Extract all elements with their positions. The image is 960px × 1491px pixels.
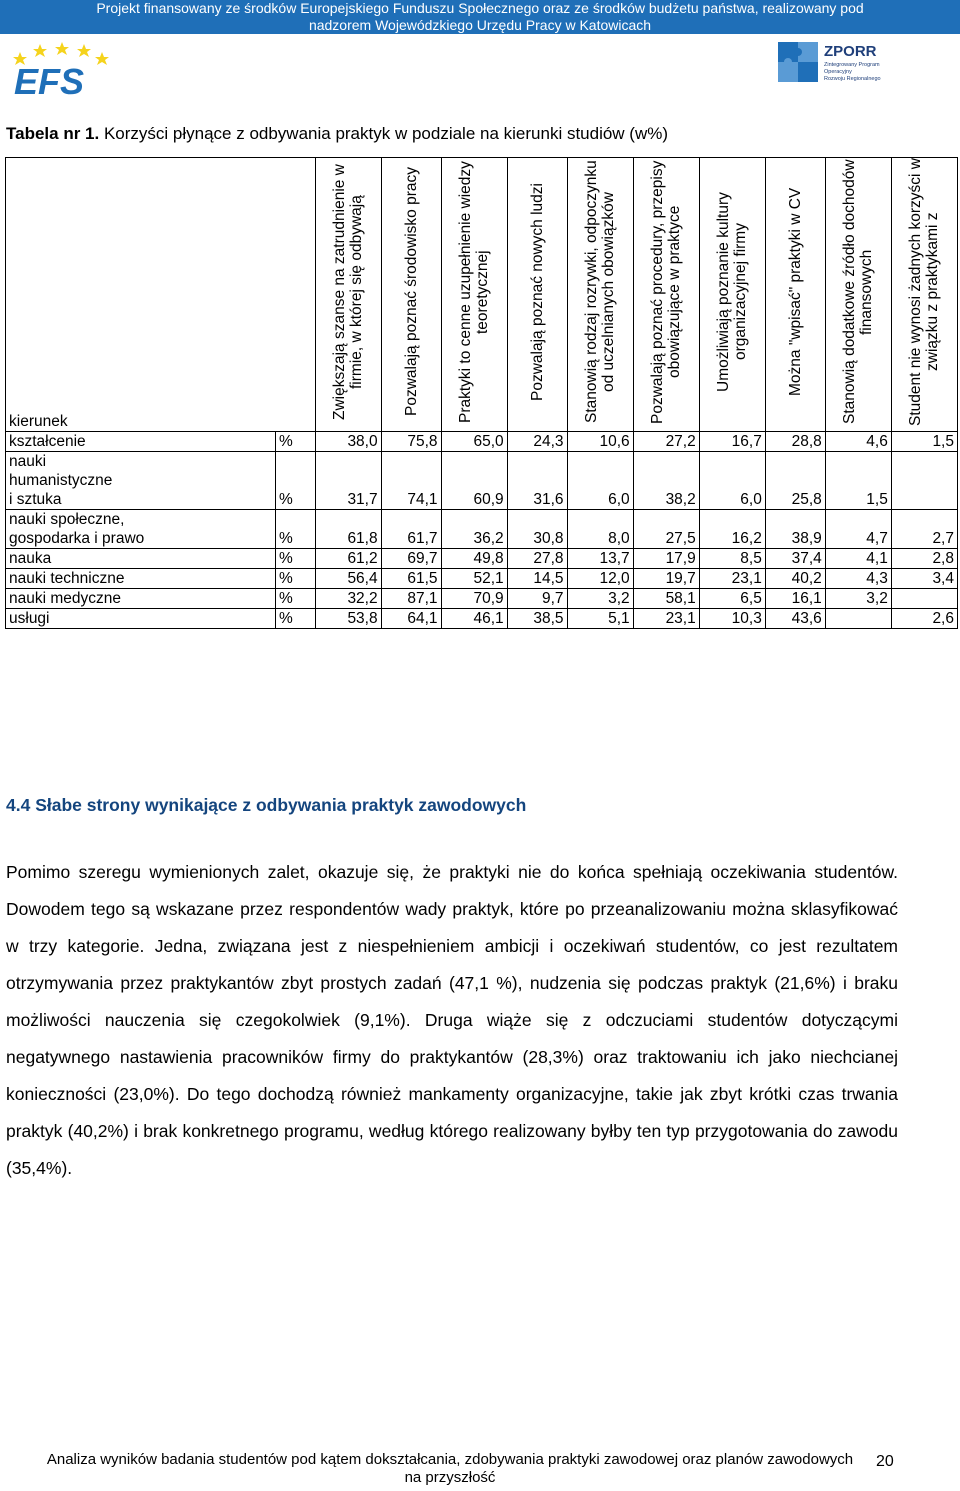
column-header: [699, 158, 765, 432]
table-cell: [891, 452, 957, 510]
efs-logo-text: EFS: [14, 61, 85, 98]
project-header: [0, 0, 960, 34]
efs-logo: [10, 38, 120, 98]
table-cell: 30,8: [507, 510, 567, 549]
footer-text: Analiza wyników badania studentów pod kątem dokształcania, zdobywania praktyki zawodowej oraz planów zawodowych na przyszłość: [46, 1451, 854, 1486]
table-row: [6, 432, 958, 452]
table-cell: 38,9: [765, 510, 825, 549]
row-unit: %: [276, 569, 315, 589]
table-cell: 40,2: [765, 569, 825, 589]
table-cell: 6,0: [699, 452, 765, 510]
table-cell: 16,2: [699, 510, 765, 549]
section-paragraph: Pomimo szeregu wymienionych zalet, okazuje się, że praktyki nie do końca spełniają oczekiwania studentów. Dowodem tego są wskazane przez respondentów wady praktyk, które po przeanalizowaniu można sklasyfikować w trzy kategorie. Jedna, związana jest z niespełnieniem ambicji i oczekiwań studentów, co jest rezultatem otrzymywania przez praktykantów zbyt prostych zadań (47,1 %), nudzenia się podczas praktyk (21,6%) i braku możliwości nauczenia się czegokolwiek (9,1%). Druga wiąże się z odczuciami studentów dotyczącymi negatywnego nastawienia pracowników firmy do praktykantów (28,3%) oraz traktowaniu ich jako niechcianej konieczności (23,0%). Do tego dochodzą również mankamenty organizacyjne, takie jak zbyt krótki czas trwania praktyk (40,2%) i brak konkretnego programu, według którego realizowany byłby ten typ przygotowania do zawodu (35,4%).: [6, 862, 898, 1178]
zporr-sub-1: Zintegrowany Program: [824, 62, 880, 68]
table-row: [6, 589, 958, 609]
table-cell: 64,1: [381, 609, 441, 629]
table-cell: 8,0: [567, 510, 633, 549]
table-cell: 25,8: [765, 452, 825, 510]
row-unit: %: [276, 432, 315, 452]
table-cell: 5,1: [567, 609, 633, 629]
table-cell: 31,7: [315, 452, 381, 510]
table-cell: 3,4: [891, 569, 957, 589]
column-header: [765, 158, 825, 432]
table-row: [6, 510, 958, 549]
row-unit: %: [276, 549, 315, 569]
row-unit: %: [276, 510, 315, 549]
column-header: [507, 158, 567, 432]
table-cell: [825, 609, 891, 629]
table-cell: 2,8: [891, 549, 957, 569]
table-title-text: Korzyści płynące z odbywania praktyk w podziale na kierunki studiów (w%): [99, 124, 669, 143]
table-cell: 27,8: [507, 549, 567, 569]
row-unit: %: [276, 452, 315, 510]
corner-label: kierunek: [6, 158, 316, 432]
row-kierunek: nauka: [6, 549, 276, 569]
column-header-label: Stanowią rodzaj rozrywki, odpoczynku od uczelnianych obowiązków: [583, 160, 618, 424]
table-cell: 4,7: [825, 510, 891, 549]
table-cell: 61,8: [315, 510, 381, 549]
table-cell: 46,1: [441, 609, 507, 629]
table-row: [6, 549, 958, 569]
table-cell: 8,5: [699, 549, 765, 569]
table-cell: 4,3: [825, 569, 891, 589]
table-row: [6, 569, 958, 589]
column-header-label: Student nie wynosi żadnych korzyści w związku z praktykami z: [907, 158, 942, 426]
table-cell: 23,1: [633, 609, 699, 629]
table-cell: 16,7: [699, 432, 765, 452]
column-header-label: Praktyki to cenne uzupełnienie wiedzy teoretycznej: [457, 161, 492, 423]
table-body: [6, 432, 958, 629]
table-cell: 69,7: [381, 549, 441, 569]
row-kierunek: nauki techniczne: [6, 569, 276, 589]
table-cell: 3,2: [567, 589, 633, 609]
table-cell: 49,8: [441, 549, 507, 569]
table-cell: 9,7: [507, 589, 567, 609]
table-cell: [891, 589, 957, 609]
table-cell: 61,5: [381, 569, 441, 589]
zporr-sub-2: Operacyjny: [824, 69, 852, 75]
table-cell: 70,9: [441, 589, 507, 609]
header-line-2: nadzorem Wojewódzkiego Urzędu Pracy w Katowicach: [308, 17, 652, 33]
column-header-label: Umożliwiają poznanie kultury organizacyjnej firmy: [715, 192, 750, 392]
column-header-label: Pozwalają poznać procedury, przepisy obowiązujące w praktyce: [649, 160, 684, 424]
table-cell: 74,1: [381, 452, 441, 510]
column-header-label: Pozwalają poznać nowych ludzi: [528, 183, 546, 401]
row-unit: %: [276, 589, 315, 609]
table-cell: 43,6: [765, 609, 825, 629]
table-cell: 28,8: [765, 432, 825, 452]
table-cell: 37,4: [765, 549, 825, 569]
column-header-label: Można "wpisać" praktyki w CV: [786, 187, 804, 397]
column-header: [567, 158, 633, 432]
table-cell: 31,6: [507, 452, 567, 510]
table-cell: 10,3: [699, 609, 765, 629]
header-line-1: Projekt finansowany ze środków Europejskiego Funduszu Społecznego oraz ze środków budżetu państwa, realizowany pod: [96, 0, 864, 16]
table-cell: 87,1: [381, 589, 441, 609]
table-cell: 36,2: [441, 510, 507, 549]
table-cell: 3,2: [825, 589, 891, 609]
table-cell: 4,6: [825, 432, 891, 452]
table-cell: 61,2: [315, 549, 381, 569]
table-cell: 24,3: [507, 432, 567, 452]
table-cell: 1,5: [891, 432, 957, 452]
row-kierunek: nauki społeczne, gospodarka i prawo: [6, 510, 276, 549]
table-cell: 61,7: [381, 510, 441, 549]
table-cell: 38,5: [507, 609, 567, 629]
table-cell: 65,0: [441, 432, 507, 452]
table-cell: 10,6: [567, 432, 633, 452]
table-cell: 16,1: [765, 589, 825, 609]
table-row: [6, 609, 958, 629]
column-header-label: Stanowią dodatkowe źródło dochodów finansowych: [841, 159, 876, 425]
row-unit: %: [276, 609, 315, 629]
table-cell: 27,2: [633, 432, 699, 452]
zporr-logo: [776, 40, 896, 90]
table-cell: 13,7: [567, 549, 633, 569]
table-cell: 52,1: [441, 569, 507, 589]
table-cell: 17,9: [633, 549, 699, 569]
table-title-number: Tabela nr 1.: [6, 124, 100, 143]
table-cell: 4,1: [825, 549, 891, 569]
column-header: [633, 158, 699, 432]
table-cell: 2,6: [891, 609, 957, 629]
section-heading: 4.4 Słabe strony wynikające z odbywania praktyk zawodowych: [6, 795, 527, 815]
benefits-table: [5, 157, 958, 629]
column-header-label: Zwiększają szanse na zatrudnienie w firmie, w której się odbywają: [331, 164, 366, 420]
table-cell: 27,5: [633, 510, 699, 549]
column-header-label: Pozwalają poznać środowisko pracy: [402, 167, 420, 417]
column-header: [381, 158, 441, 432]
table-cell: 2,7: [891, 510, 957, 549]
table-cell: 6,5: [699, 589, 765, 609]
table-cell: 60,9: [441, 452, 507, 510]
row-kierunek: nauki medyczne: [6, 589, 276, 609]
table-cell: 14,5: [507, 569, 567, 589]
table-cell: 32,2: [315, 589, 381, 609]
table-cell: 12,0: [567, 569, 633, 589]
row-kierunek: kształcenie: [6, 432, 276, 452]
table-cell: 6,0: [567, 452, 633, 510]
column-header: [891, 158, 957, 432]
column-header: [315, 158, 381, 432]
table-cell: 58,1: [633, 589, 699, 609]
column-header: [441, 158, 507, 432]
table-cell: 19,7: [633, 569, 699, 589]
table-cell: 38,0: [315, 432, 381, 452]
table-cell: 23,1: [699, 569, 765, 589]
table-cell: 38,2: [633, 452, 699, 510]
table-header-row: [6, 158, 958, 432]
zporr-sub-3: Rozwoju Regionalnego: [824, 76, 881, 82]
page-number: 20: [876, 1453, 894, 1470]
puzzle-icon: [778, 42, 818, 82]
table-cell: 75,8: [381, 432, 441, 452]
column-header: [825, 158, 891, 432]
table-cell: 1,5: [825, 452, 891, 510]
table-row: [6, 452, 958, 510]
table-cell: 56,4: [315, 569, 381, 589]
zporr-title: ZPORR: [824, 43, 877, 60]
row-kierunek: nauki humanistyczne i sztuka: [6, 452, 276, 510]
table-cell: 53,8: [315, 609, 381, 629]
row-kierunek: usługi: [6, 609, 276, 629]
table-title: [6, 124, 668, 144]
